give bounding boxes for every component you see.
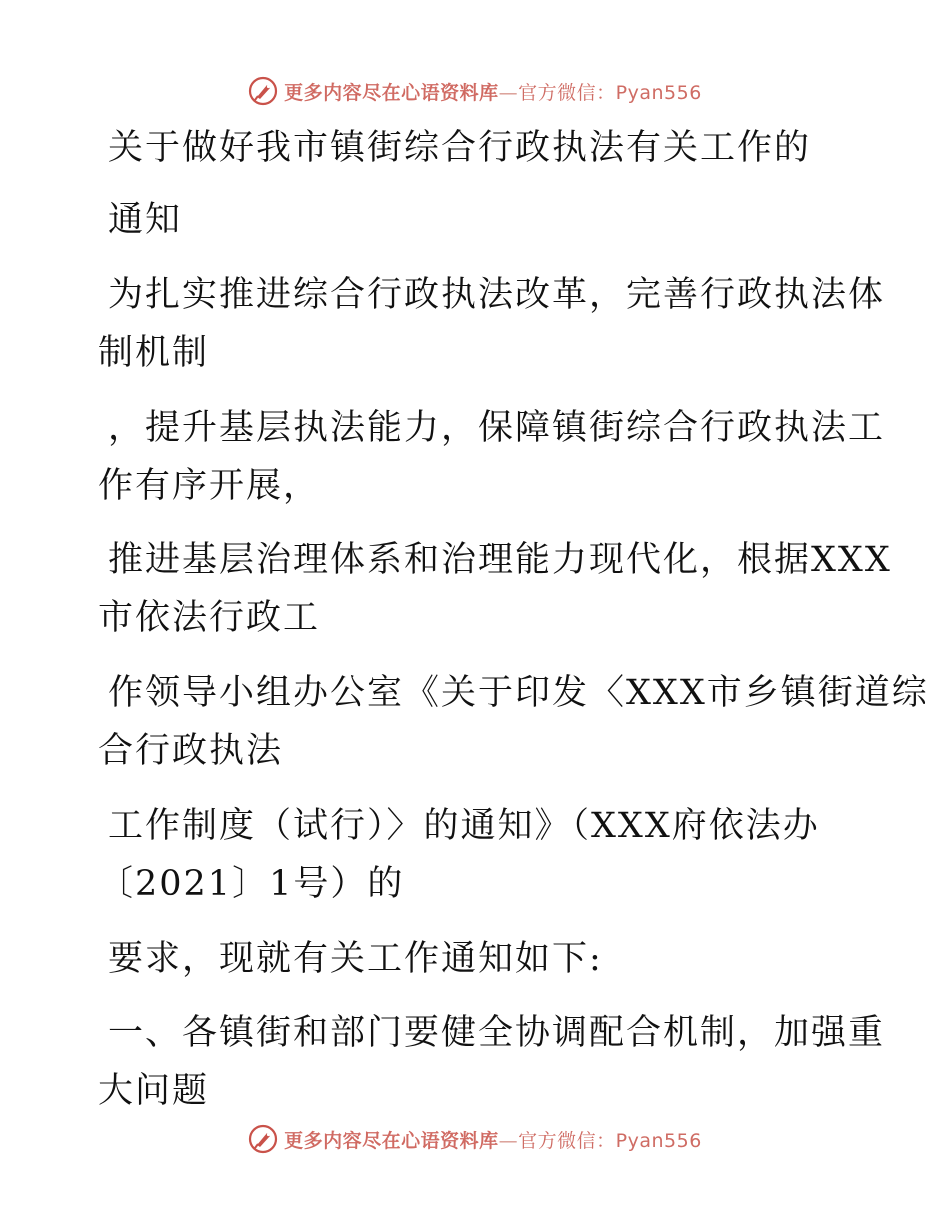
footer-watermark xyxy=(0,1119,950,1159)
pen-nib-logo-icon xyxy=(248,76,278,106)
paragraph-line: 要求，现就有关工作通知如下: xyxy=(108,939,603,979)
paragraph-line: 推进基层治理体系和治理能力现代化，根据XXX xyxy=(108,540,892,580)
watermark-wechat-text: 官方微信：Pyan556 xyxy=(518,81,702,104)
paragraph-line: 合行政执法 xyxy=(98,731,284,771)
watermark-site-text: 更多内容尽在心语资料库 xyxy=(284,81,499,104)
watermark-dash: — xyxy=(498,81,519,104)
watermark-dash: — xyxy=(498,1129,519,1152)
paragraph-line: 工作制度（试行）〉的通知》（XXX府依法办 xyxy=(108,806,820,846)
pen-nib-logo-icon xyxy=(248,1124,278,1154)
paragraph-line: 市依法行政工 xyxy=(98,598,321,638)
paragraph-line: 作有序开展， xyxy=(98,466,321,506)
watermark-wechat-text: 官方微信：Pyan556 xyxy=(518,1129,702,1152)
document-title-line-1: 关于做好我市镇街综合行政执法有关工作的 xyxy=(108,128,812,168)
paragraph-line: 作领导小组办公室《关于印发〈XXX市乡镇街道综 xyxy=(108,673,929,713)
paragraph-line: 一、各镇街和部门要健全协调配合机制，加强重 xyxy=(108,1013,886,1053)
header-watermark xyxy=(0,71,950,111)
paragraph-line: 制机制 xyxy=(98,333,210,373)
paragraph-line: 为扎实推进综合行政执法改革，完善行政执法体 xyxy=(108,275,886,315)
paragraph-line: 大问题 xyxy=(98,1071,210,1111)
document-title-line-2: 通知 xyxy=(108,200,183,240)
paragraph-line: 〔2021〕1号）的 xyxy=(98,864,405,904)
watermark-text xyxy=(284,1126,702,1153)
paragraph-line: ，提升基层执法能力，保障镇街综合行政执法工 xyxy=(108,408,886,448)
watermark-site-text: 更多内容尽在心语资料库 xyxy=(284,1129,499,1152)
watermark-text xyxy=(284,78,702,105)
